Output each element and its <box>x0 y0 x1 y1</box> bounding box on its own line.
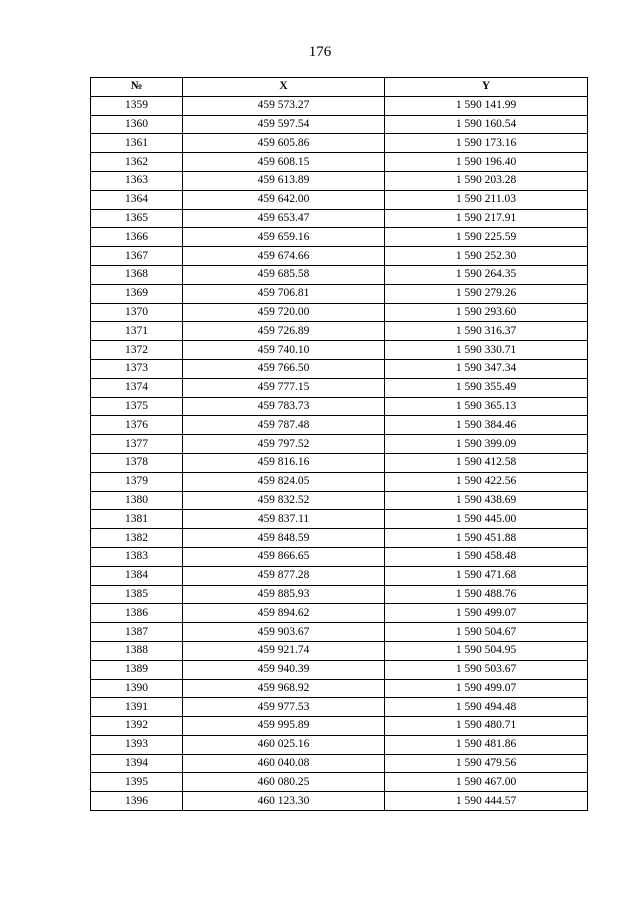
cell-number: 1385 <box>91 585 183 604</box>
cell-y: 1 590 330.71 <box>385 341 588 360</box>
cell-number: 1384 <box>91 566 183 585</box>
cell-y: 1 590 479.56 <box>385 754 588 773</box>
table-row <box>91 322 588 341</box>
cell-x: 459 977.53 <box>183 698 385 717</box>
cell-number: 1369 <box>91 284 183 303</box>
cell-number: 1361 <box>91 134 183 153</box>
cell-number: 1370 <box>91 303 183 322</box>
table-row <box>91 566 588 585</box>
table-row <box>91 773 588 792</box>
cell-number: 1367 <box>91 247 183 266</box>
cell-y: 1 590 211.03 <box>385 190 588 209</box>
cell-y: 1 590 399.09 <box>385 435 588 454</box>
cell-number: 1388 <box>91 641 183 660</box>
cell-number: 1380 <box>91 491 183 510</box>
table-row <box>91 604 588 623</box>
table-row <box>91 96 588 115</box>
cell-number: 1383 <box>91 547 183 566</box>
cell-number: 1376 <box>91 416 183 435</box>
table-row <box>91 435 588 454</box>
cell-x: 459 995.89 <box>183 717 385 736</box>
cell-number: 1395 <box>91 773 183 792</box>
column-header-x: X <box>183 78 385 97</box>
cell-number: 1377 <box>91 435 183 454</box>
cell-y: 1 590 225.59 <box>385 228 588 247</box>
cell-number: 1378 <box>91 453 183 472</box>
table-row <box>91 717 588 736</box>
cell-x: 459 848.59 <box>183 529 385 548</box>
cell-x: 459 837.11 <box>183 510 385 529</box>
table-row <box>91 265 588 284</box>
cell-y: 1 590 160.54 <box>385 115 588 134</box>
table-row <box>91 134 588 153</box>
cell-y: 1 590 499.07 <box>385 604 588 623</box>
cell-y: 1 590 504.67 <box>385 623 588 642</box>
cell-number: 1392 <box>91 717 183 736</box>
table-row <box>91 115 588 134</box>
cell-x: 459 921.74 <box>183 641 385 660</box>
cell-x: 460 040.08 <box>183 754 385 773</box>
cell-x: 459 613.89 <box>183 171 385 190</box>
cell-x: 459 685.58 <box>183 265 385 284</box>
table-row <box>91 284 588 303</box>
cell-y: 1 590 444.57 <box>385 792 588 811</box>
table-row <box>91 190 588 209</box>
table-row <box>91 247 588 266</box>
cell-x: 459 797.52 <box>183 435 385 454</box>
cell-x: 460 080.25 <box>183 773 385 792</box>
cell-x: 459 653.47 <box>183 209 385 228</box>
cell-y: 1 590 264.35 <box>385 265 588 284</box>
table-row <box>91 529 588 548</box>
cell-y: 1 590 445.00 <box>385 510 588 529</box>
table-row <box>91 359 588 378</box>
table-row <box>91 754 588 773</box>
cell-number: 1360 <box>91 115 183 134</box>
cell-x: 459 832.52 <box>183 491 385 510</box>
cell-x: 459 642.00 <box>183 190 385 209</box>
cell-number: 1371 <box>91 322 183 341</box>
table-row <box>91 416 588 435</box>
cell-x: 459 783.73 <box>183 397 385 416</box>
page-number: 176 <box>308 44 332 60</box>
cell-y: 1 590 355.49 <box>385 378 588 397</box>
cell-y: 1 590 451.88 <box>385 529 588 548</box>
table-row <box>91 547 588 566</box>
table-row <box>91 378 588 397</box>
cell-x: 459 674.66 <box>183 247 385 266</box>
table-header <box>91 78 588 97</box>
cell-x: 459 866.65 <box>183 547 385 566</box>
table-row <box>91 735 588 754</box>
cell-number: 1365 <box>91 209 183 228</box>
table-row <box>91 585 588 604</box>
cell-y: 1 590 488.76 <box>385 585 588 604</box>
cell-number: 1372 <box>91 341 183 360</box>
cell-y: 1 590 203.28 <box>385 171 588 190</box>
cell-y: 1 590 279.26 <box>385 284 588 303</box>
table-row <box>91 228 588 247</box>
table-row <box>91 303 588 322</box>
table-row <box>91 472 588 491</box>
cell-y: 1 590 141.99 <box>385 96 588 115</box>
cell-y: 1 590 499.07 <box>385 679 588 698</box>
table-row <box>91 171 588 190</box>
table-row <box>91 453 588 472</box>
cell-number: 1368 <box>91 265 183 284</box>
table-row <box>91 623 588 642</box>
cell-y: 1 590 503.67 <box>385 660 588 679</box>
table-body <box>91 96 588 810</box>
cell-y: 1 590 481.86 <box>385 735 588 754</box>
cell-y: 1 590 458.48 <box>385 547 588 566</box>
header-row <box>91 78 588 97</box>
table-row <box>91 641 588 660</box>
cell-number: 1381 <box>91 510 183 529</box>
cell-y: 1 590 494.48 <box>385 698 588 717</box>
cell-x: 460 025.16 <box>183 735 385 754</box>
cell-x: 459 766.50 <box>183 359 385 378</box>
cell-number: 1389 <box>91 660 183 679</box>
cell-number: 1396 <box>91 792 183 811</box>
cell-number: 1363 <box>91 171 183 190</box>
cell-x: 459 726.89 <box>183 322 385 341</box>
cell-y: 1 590 252.30 <box>385 247 588 266</box>
cell-y: 1 590 438.69 <box>385 491 588 510</box>
cell-number: 1374 <box>91 378 183 397</box>
cell-x: 459 940.39 <box>183 660 385 679</box>
cell-y: 1 590 471.68 <box>385 566 588 585</box>
cell-x: 459 706.81 <box>183 284 385 303</box>
cell-y: 1 590 365.13 <box>385 397 588 416</box>
cell-number: 1362 <box>91 153 183 172</box>
cell-number: 1373 <box>91 359 183 378</box>
table-row <box>91 510 588 529</box>
column-header-number: № <box>91 78 183 97</box>
cell-x: 459 877.28 <box>183 566 385 585</box>
cell-x: 459 787.48 <box>183 416 385 435</box>
cell-number: 1375 <box>91 397 183 416</box>
table-row <box>91 153 588 172</box>
cell-y: 1 590 412.58 <box>385 453 588 472</box>
cell-number: 1387 <box>91 623 183 642</box>
cell-number: 1391 <box>91 698 183 717</box>
table-row <box>91 679 588 698</box>
cell-y: 1 590 217.91 <box>385 209 588 228</box>
cell-number: 1390 <box>91 679 183 698</box>
cell-y: 1 590 384.46 <box>385 416 588 435</box>
coordinates-table <box>90 77 588 811</box>
cell-x: 459 816.16 <box>183 453 385 472</box>
table-row <box>91 792 588 811</box>
table-row <box>91 209 588 228</box>
column-header-y: Y <box>385 78 588 97</box>
cell-x: 459 608.15 <box>183 153 385 172</box>
cell-x: 459 597.54 <box>183 115 385 134</box>
cell-x: 459 659.16 <box>183 228 385 247</box>
table-row <box>91 491 588 510</box>
cell-x: 459 740.10 <box>183 341 385 360</box>
cell-y: 1 590 480.71 <box>385 717 588 736</box>
cell-x: 460 123.30 <box>183 792 385 811</box>
cell-number: 1394 <box>91 754 183 773</box>
cell-number: 1364 <box>91 190 183 209</box>
cell-x: 459 573.27 <box>183 96 385 115</box>
cell-y: 1 590 293.60 <box>385 303 588 322</box>
cell-x: 459 894.62 <box>183 604 385 623</box>
cell-y: 1 590 504.95 <box>385 641 588 660</box>
table-row <box>91 397 588 416</box>
table-row <box>91 341 588 360</box>
cell-x: 459 968.92 <box>183 679 385 698</box>
cell-y: 1 590 422.56 <box>385 472 588 491</box>
table-row <box>91 660 588 679</box>
cell-y: 1 590 316.37 <box>385 322 588 341</box>
cell-x: 459 824.05 <box>183 472 385 491</box>
cell-y: 1 590 173.16 <box>385 134 588 153</box>
cell-x: 459 605.86 <box>183 134 385 153</box>
cell-y: 1 590 347.34 <box>385 359 588 378</box>
cell-x: 459 720.00 <box>183 303 385 322</box>
cell-x: 459 885.93 <box>183 585 385 604</box>
cell-number: 1379 <box>91 472 183 491</box>
cell-number: 1386 <box>91 604 183 623</box>
table-row <box>91 698 588 717</box>
cell-y: 1 590 196.40 <box>385 153 588 172</box>
cell-number: 1359 <box>91 96 183 115</box>
cell-number: 1366 <box>91 228 183 247</box>
cell-number: 1393 <box>91 735 183 754</box>
cell-y: 1 590 467.00 <box>385 773 588 792</box>
cell-x: 459 777.15 <box>183 378 385 397</box>
cell-x: 459 903.67 <box>183 623 385 642</box>
cell-number: 1382 <box>91 529 183 548</box>
